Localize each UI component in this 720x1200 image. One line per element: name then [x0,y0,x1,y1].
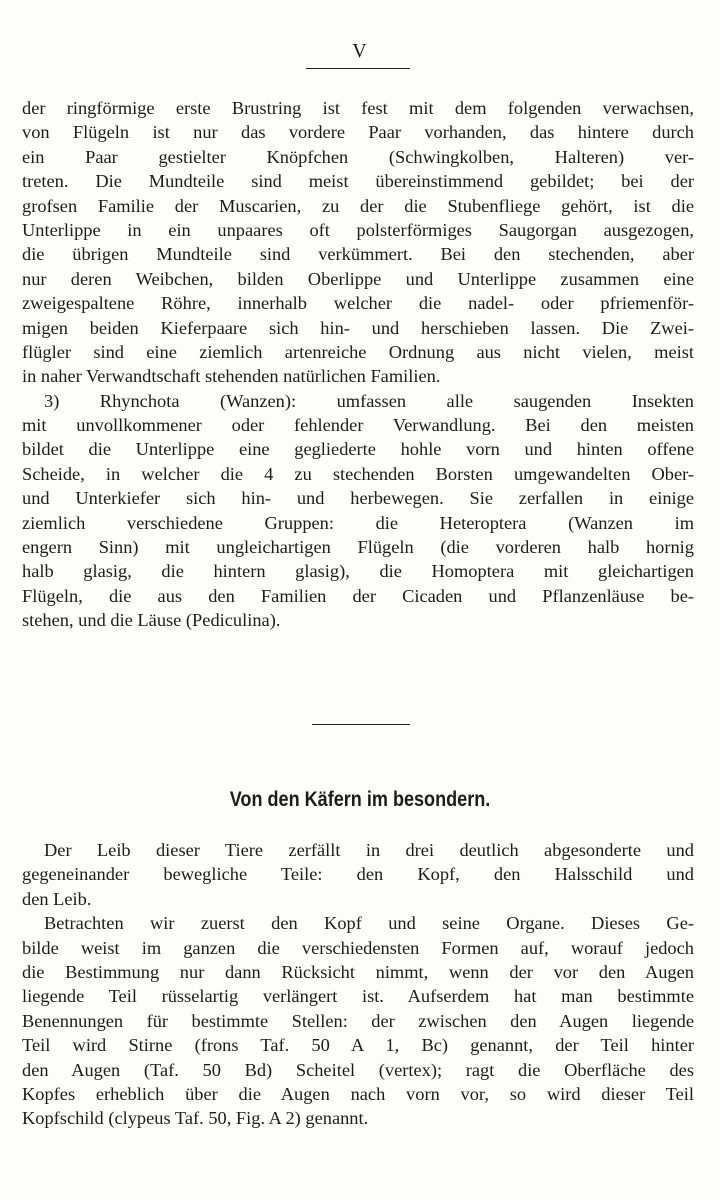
text-line: liegende Teil rüsselartig verlängert ist. Aufserdem hat man bestimmte [22,986,694,1007]
text-line: ziemlich verschiedene Gruppen: die Heteroptera (Wanzen im [22,512,694,533]
text-line: den Leib. [22,888,92,909]
text-line: Teil wird Stirne (frons Taf. 50 A 1, Bc) genannt, der Teil hinter [22,1035,694,1056]
text-line: grofsen Familie der Muscarien, zu der die Stubenfliege gehört, ist die [22,195,694,216]
text-line: Flügeln, die aus den Familien der Cicaden und Pflanzenläuse be- [22,585,694,606]
text-line: 3) Rhynchota (Wanzen): umfassen alle saugenden Insekten [44,390,694,411]
text-line: gegeneinander bewegliche Teile: den Kopf, den Halsschild und [22,864,694,885]
section-divider [312,724,410,725]
header-rule [306,68,410,69]
text-line: treten. Die Mundteile sind meist übereinstimmend gebildet; bei der [22,171,694,192]
text-line: ein Paar gestielter Knöpfchen (Schwingkolben, Halteren) ver- [22,146,694,167]
text-line: engern Sinn) mit ungleichartigen Flügeln (die vorderen halb hornig [22,537,694,558]
text-line: von Flügeln ist nur das vordere Paar vorhanden, das hintere durch [22,122,694,143]
page-number: V [352,40,368,62]
text-line: stehen, und die Läuse (Pediculina). [22,610,281,631]
text-line: Benennungen für bestimmte Stellen: der zwischen den Augen liegende [22,1010,694,1031]
text-line: bildet die Unterlippe eine gegliederte hohle vorn und hinten offene [22,439,694,460]
text-line: der ringförmige erste Brustring ist fest mit dem folgenden verwachsen, [22,98,694,118]
text-line: und Unterkiefer sich hin- und herbewegen. Sie zerfallen in einige [22,488,694,509]
text-line: nur deren Weibchen, bilden Oberlippe und Unterlippe zusammen eine [22,268,694,289]
section-heading: Von den Käfern im besondern. [229,788,491,811]
text-line: Unterlippe in ein unpaares oft polsterförmiges Saugorgan ausgezogen, [22,219,694,240]
text-line: halb glasig, die hintern glasig), die Homoptera mit gleichartigen [22,561,694,582]
text-block-diptera-rhynchota [22,96,694,633]
text-line: die Bestimmung nur dann Rücksicht nimmt, wenn der vor den Augen [22,961,694,982]
text-line: flügler sind eine ziemlich artenreiche Ordnung aus nicht vielen, meist [22,341,694,362]
text-line: mit unvollkommener oder fehlender Verwandlung. Bei den meisten [22,415,694,436]
text-line: die übrigen Mundteile sind verkümmert. Bei den stechenden, aber [22,244,694,265]
text-line: Der Leib dieser Tiere zerfällt in drei deutlich abgesonderte und [44,840,694,860]
text-line: in naher Verwandtschaft stehenden natürlichen Familien. [22,366,441,387]
text-line: Kopfschild (clypeus Taf. 50, Fig. A 2) genannt. [22,1108,369,1129]
text-line: den Augen (Taf. 50 Bd) Scheitel (vertex); ragt die Oberfläche des [22,1059,694,1080]
text-line: Betrachten wir zuerst den Kopf und seine Organe. Dieses Ge- [44,913,694,934]
text-line: Kopfes erheblich über die Augen nach vorn vor, so wird dieser Teil [22,1083,694,1104]
text-line: bilde weist im ganzen die verschiedensten Formen auf, worauf jedoch [22,937,694,958]
text-block-kaefer [22,838,694,1131]
text-line: migen beiden Kieferpaare sich hin- und herschieben lassen. Die Zwei- [22,317,694,338]
text-line: Scheide, in welcher die 4 zu stechenden Borsten umgewandelten Ober- [22,463,694,484]
text-line: zweigespaltene Röhre, innerhalb welcher die nadel- oder pfriemenför- [22,293,694,314]
